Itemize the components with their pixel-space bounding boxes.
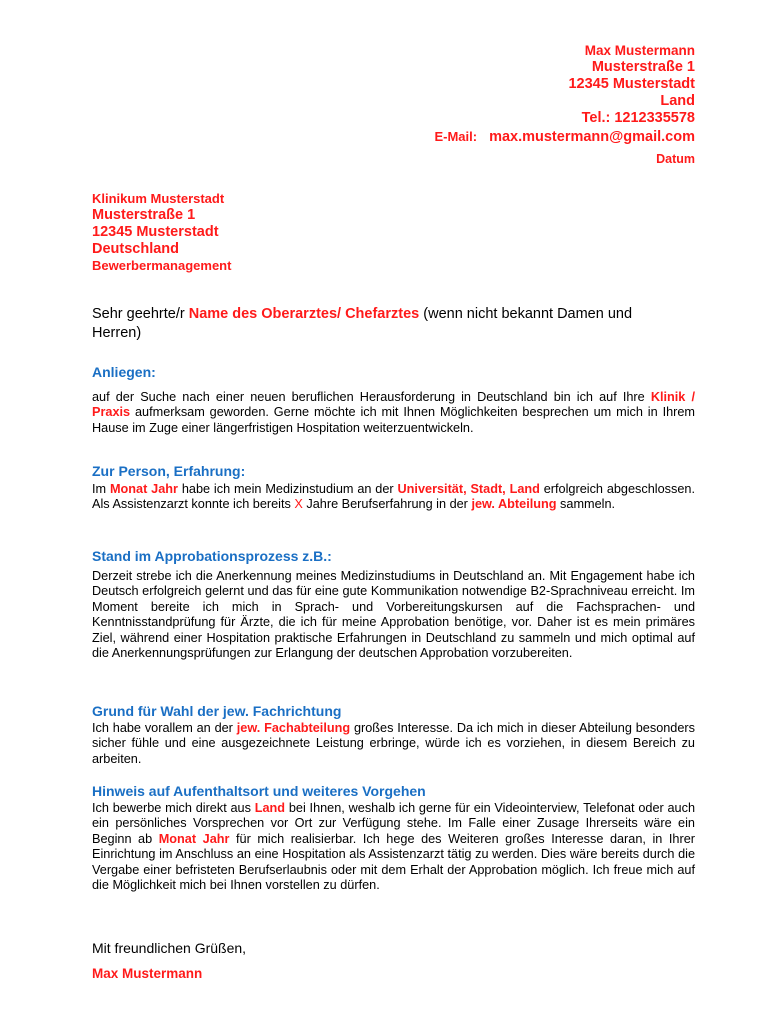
paragraph-hinweis: Ich bewerbe mich direkt aus Land bei Ihnen, weshalb ich gerne für ein Videointerview, Telefonat oder auch ein persönliches Vorsprechen vor Ort zur Verfügung stehe. Im Falle einer Zusage Ihrerseits wäre ein Beginn ab Monat Jahr für mich realisierbar. Ich hege des Weiteren großes Interesse daran, in Ihrer Einrichtung im Anschluss an eine Hospitation als Assistenzarzt tätig zu werden. Dies wäre bereits durch die Vergabe einer befristeten Berufserlaubnis oder mit dem Erhalt der Approbation möglich. Ich freue mich auf die Möglichkeit mich bei Ihnen vorstellen zu dürfen. xyxy=(92,801,696,893)
sender-phone: Tel.: 1212335578 xyxy=(581,110,695,126)
letter-date: Datum xyxy=(656,152,695,166)
placeholder-fachabteilung: jew. Fachabteilung xyxy=(236,721,351,735)
salutation-prefix: Sehr geehrte/r xyxy=(92,306,185,322)
sender-city: 12345 Musterstadt xyxy=(568,76,695,92)
sender-street: Musterstraße 1 xyxy=(591,59,695,75)
recipient-name: Klinikum Musterstadt xyxy=(92,191,225,206)
sender-email-line xyxy=(434,127,695,147)
recipient-address xyxy=(92,191,231,274)
recipient-department: Bewerbermanagement xyxy=(92,258,232,273)
closing: Mit freundlichen Grüßen, xyxy=(92,940,247,956)
placeholder-universitaet: Universität, Stadt, Land xyxy=(397,482,540,496)
heading-hinweis: Hinweis auf Aufenthaltsort und weiteres Vorgehen xyxy=(92,783,426,799)
heading-person: Zur Person, Erfahrung: xyxy=(92,463,246,479)
sender-email: max.mustermann@gmail.com xyxy=(489,129,695,145)
salutation xyxy=(92,305,682,343)
sender-address xyxy=(434,42,695,168)
sender-name: Max Mustermann xyxy=(584,43,695,58)
paragraph-approbation: Derzeit strebe ich die Anerkennung meines Medizinstudiums in Deutschland an. Mit Engagement habe ich Deutsch erfolgreich gelernt und das für eine gute Kommunikation notwendige B2-Sprachniveau erreicht. Im Moment bereite ich mich in Sprach- und Vorbereitungskursen auf die Fachsprachen- und Kenntnisstandprüfung für Ärzte, die ich für meine Approbation benötige, vor. Daher ist es mein primäres Ziel, während einer Hospitation praktische Erfahrungen in Deutschland zu sammeln und mich optimal auf die Anerkennungsprüfungen zur Erlangung der deutschen Approbation vorzubereiten. xyxy=(92,569,695,661)
salutation-name: Name des Oberarztes/ Chefarztes xyxy=(188,306,420,322)
paragraph-person: Im Monat Jahr habe ich mein Medizinstudium an der Universität, Stadt, Land erfolgreich abgeschlossen. Als Assistenzarzt konnte ich bereits X Jahre Berufserfahrung in der jew. Abteilung sammeln. xyxy=(92,482,695,512)
heading-anliegen: Anliegen: xyxy=(92,364,156,380)
heading-approbation: Stand im Approbationsprozess z.B.: xyxy=(92,548,332,564)
signature: Max Mustermann xyxy=(92,966,203,981)
placeholder-x: X xyxy=(294,497,303,512)
placeholder-abteilung: jew. Abteilung xyxy=(471,497,557,512)
placeholder-klinik: Klinik / Praxis xyxy=(92,390,695,420)
paragraph-anliegen: auf der Suche nach einer neuen beruflichen Herausforderung in Deutschland bin ich auf Ihre Klinik / Praxis aufmerksam geworden. Gerne möchte ich mit Ihnen Möglichkeiten besprechen um mich in Ihrem Hause im Zuge einer längerfristigen Hospitation weiterzuentwickeln. xyxy=(92,390,695,435)
recipient-street: Musterstraße 1 xyxy=(92,207,196,223)
paragraph-fachrichtung: Ich habe vorallem an der jew. Fachabteilung großes Interesse. Da ich mich in dieser Abteilung besonders sicher fühle und eine ausgezeichnete Leistung erbringe, würde ich es vorziehen, in diesem Bereich zu arbeiten. xyxy=(92,721,695,766)
placeholder-land: Land xyxy=(254,801,286,815)
heading-fachrichtung: Grund für Wahl der jew. Fachrichtung xyxy=(92,703,342,719)
placeholder-beginn: Monat Jahr xyxy=(158,831,230,846)
recipient-country: Deutschland xyxy=(92,241,180,257)
salutation-suffix: (wenn nicht bekannt Damen und Herren) xyxy=(92,306,633,341)
placeholder-monat-jahr: Monat Jahr xyxy=(109,482,178,496)
sender-country: Land xyxy=(660,93,695,109)
recipient-city: 12345 Musterstadt xyxy=(92,224,219,240)
email-label: E-Mail: xyxy=(434,129,478,144)
